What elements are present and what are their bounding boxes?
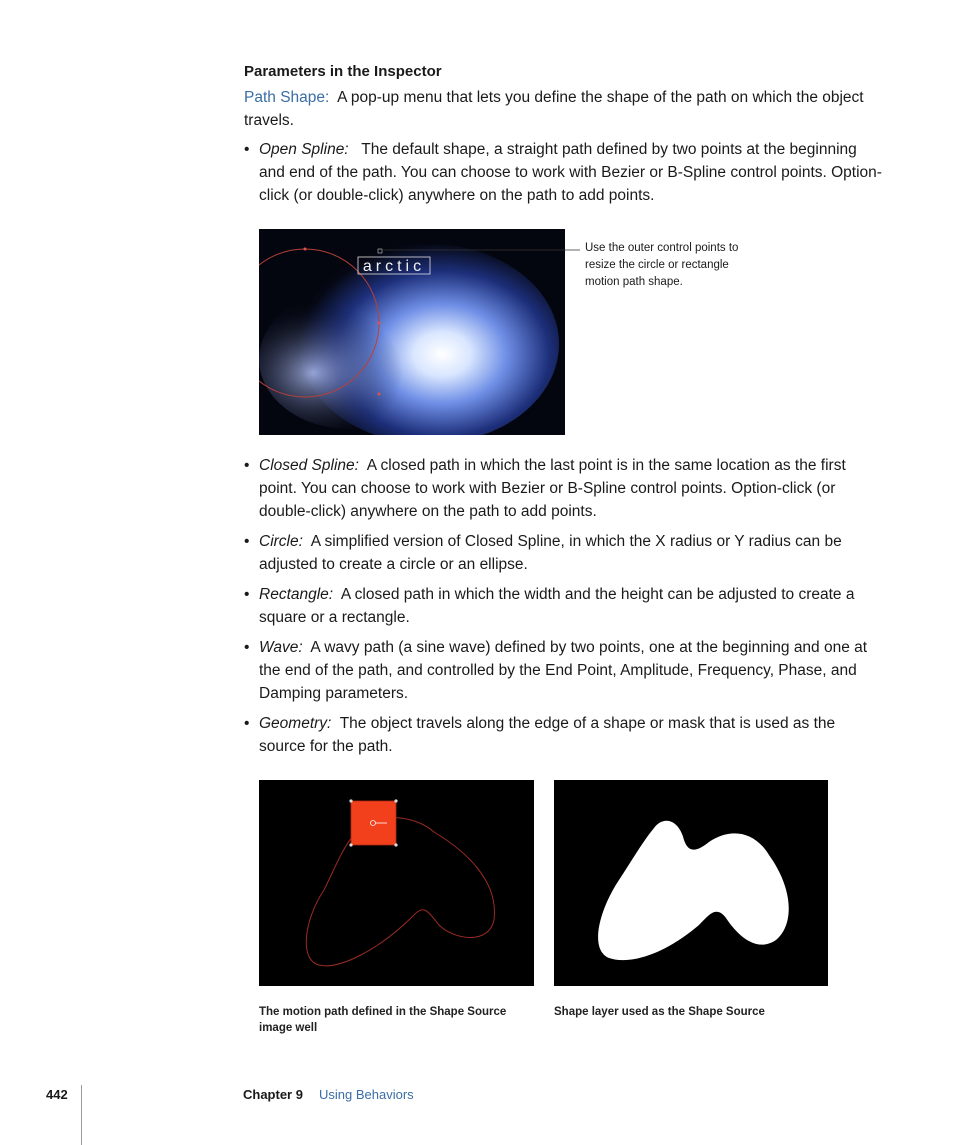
bullet-dot: • (244, 715, 250, 732)
callout-text: Use the outer control points to resize the circle or rectangle motion path shape. (585, 242, 739, 288)
bullet-list-bottom (244, 454, 884, 758)
chapter-title-link[interactable]: Using Behaviors (319, 1087, 414, 1102)
path-shape-paragraph (244, 86, 884, 132)
bullet-dot: • (244, 639, 250, 656)
path-shape-description: A pop-up menu that lets you define the shape of the path on which the object travels. (244, 89, 864, 129)
page-number: 442 (46, 1087, 68, 1102)
motion-path-figure (259, 780, 534, 986)
list-item-text: A closed path in which the width and the height can be adjusted to create a square or a rectangle. (259, 586, 855, 626)
list-item-term: Open Spline: (259, 141, 349, 158)
bullet-list-top (244, 138, 884, 207)
bullet-dot: • (244, 533, 250, 550)
list-item-term: Rectangle: (259, 586, 334, 603)
footer-divider (81, 1085, 82, 1145)
list-item-text: A closed path in which the last point is in the same location as the first point. You can choose to work with Bezier or B-Spline control points. Option-click (or double-click) anywhere on the path to add points. (259, 457, 846, 520)
arctic-text-overlay: arctic (362, 258, 426, 275)
section-heading: Parameters in the Inspector (244, 63, 442, 80)
list-item-term: Wave: (259, 639, 303, 656)
list-item (244, 454, 884, 523)
list-item-term: Circle: (259, 533, 303, 550)
list-item (244, 138, 884, 207)
list-item-text: A simplified version of Closed Spline, in which the X radius or Y radius can be adjusted to create a circle or an ellipse. (259, 533, 842, 573)
list-item-term: Geometry: (259, 715, 332, 732)
list-item-term: Closed Spline: (259, 457, 359, 474)
chapter-label: Chapter 9 (243, 1087, 303, 1102)
list-item (244, 583, 884, 629)
list-item (244, 712, 884, 758)
callout-leader-line (380, 248, 582, 256)
list-item-text: A wavy path (a sine wave) defined by two points, one at the beginning and one at the end of the path, and controlled by the End Point, Amplitude, Frequency, Phase, and Damping parameters. (259, 639, 868, 702)
list-item (244, 636, 884, 705)
open-spline-figure (259, 229, 565, 435)
bullet-dot: • (244, 586, 250, 603)
path-shape-term: Path Shape: (244, 89, 330, 106)
bullet-dot: • (244, 457, 250, 474)
caption-shape-layer: Shape layer used as the Shape Source (554, 1006, 765, 1018)
list-item-text: The default shape, a straight path defined by two points at the beginning and end of the path. You can choose to work with Bezier or B-Spline control points. Option-click (or double-click) anywhere on the path to add points. (259, 141, 882, 204)
caption-motion-path: The motion path defined in the Shape Source image well (259, 1006, 507, 1034)
shape-layer-figure (554, 780, 828, 986)
list-item-text: The object travels along the edge of a shape or mask that is used as the source for the path. (259, 715, 836, 755)
bullet-dot: • (244, 141, 250, 158)
list-item (244, 530, 884, 576)
